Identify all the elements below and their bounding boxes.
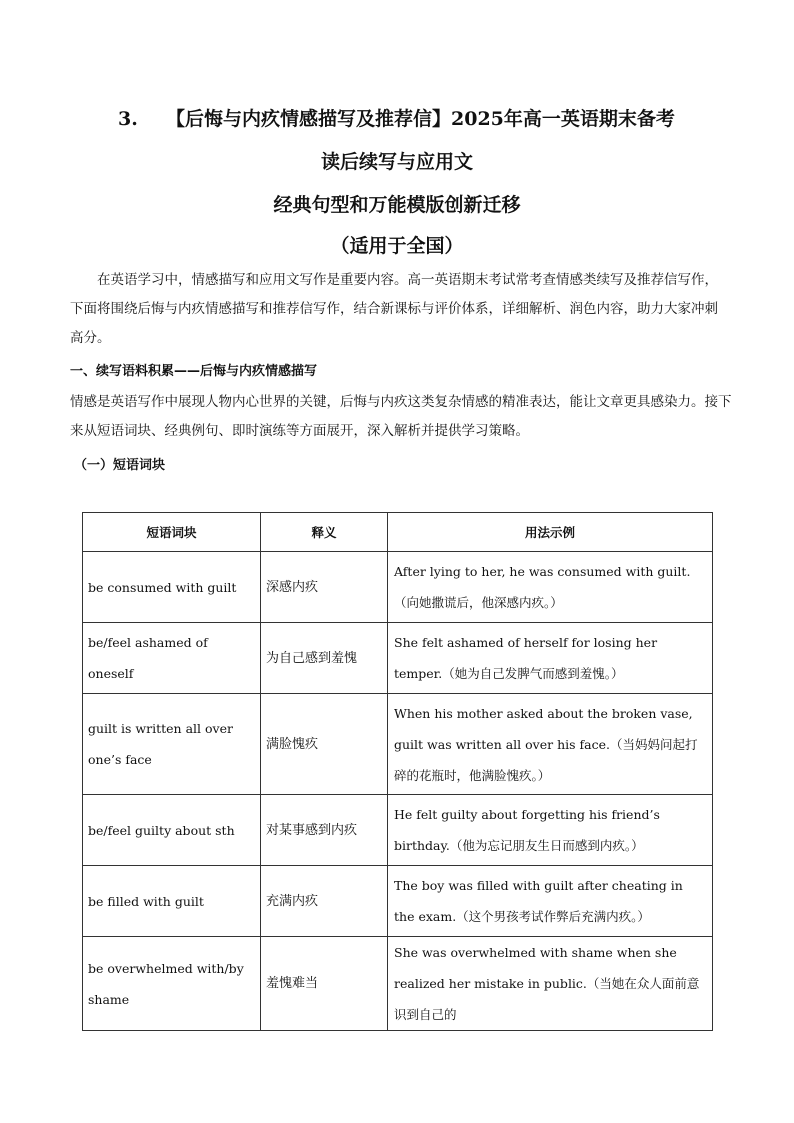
table-row xyxy=(83,795,713,866)
meaning-cell: 深感内疚 xyxy=(261,552,388,623)
phrase-cell: guilt is written all over one’s face xyxy=(83,694,261,795)
example-cell: She felt ashamed of herself for losing her temper.（她为自己发脾气而感到羞愧。） xyxy=(388,623,713,694)
section-paragraph: 情感是英语写作中展现人物内心世界的关键，后悔与内疚这类复杂情感的精准表达，能让文章更具感染力。接下来从短语词块、经典例句、即时演练等方面展开，深入解析并提供学习策略。 xyxy=(70,394,732,439)
phrase-cell: be/feel guilty about sth xyxy=(83,795,261,866)
title-number: 3. xyxy=(118,108,138,130)
column-header-phrase: 短语词块 xyxy=(83,513,261,552)
table-header-row xyxy=(83,513,713,552)
table-row xyxy=(83,937,713,1031)
table-row xyxy=(83,552,713,623)
section-heading: 一、续写语料积累——后悔与内疚情感描写 xyxy=(70,364,318,379)
phrase-cell: be consumed with guilt xyxy=(83,552,261,623)
table-row xyxy=(83,866,713,937)
meaning-cell: 对某事感到内疚 xyxy=(261,795,388,866)
column-header-meaning: 释义 xyxy=(261,513,388,552)
document-title-line-4: （适用于全国） xyxy=(330,235,464,257)
intro-paragraph: 在英语学习中，情感描写和应用文写作是重要内容。高一英语期末考试常考查情感类续写及推荐信写作，下面将围绕后悔与内疚情感描写和推荐信写作，结合新课标与评价体系，详细解析、润色内容，助力大家冲刺高分。 xyxy=(70,272,718,346)
example-cell: She was overwhelmed with shame when she realized her mistake in public.（当她在众人面前意识到自己的 xyxy=(388,937,713,1031)
example-cell: When his mother asked about the broken vase, guilt was written all over his face.（当妈妈问起打碎的花瓶时，他满脸愧疚。） xyxy=(388,694,713,795)
meaning-cell: 满脸愧疚 xyxy=(261,694,388,795)
document-title-line-2: 读后续写与应用文 xyxy=(320,151,473,173)
meaning-cell: 羞愧难当 xyxy=(261,937,388,1031)
document-title-line-1 xyxy=(118,104,738,131)
subsection-heading: （一）短语词块 xyxy=(74,458,166,473)
phrase-cell: be filled with guilt xyxy=(83,866,261,937)
phrase-cell: be overwhelmed with/by shame xyxy=(83,937,261,1031)
example-cell: The boy was filled with guilt after cheating in the exam.（这个男孩考试作弊后充满内疚。） xyxy=(388,866,713,937)
table-row xyxy=(83,694,713,795)
document-title-line-3: 经典句型和万能模版创新迁移 xyxy=(273,194,521,216)
example-cell: After lying to her, he was consumed with guilt.（向她撒谎后，他深感内疚。） xyxy=(388,552,713,623)
title-main: 【后悔与内疚情感描写及推荐信】2025年高一英语期末备考 xyxy=(166,108,675,130)
column-header-example: 用法示例 xyxy=(388,513,713,552)
phrase-cell: be/feel ashamed of oneself xyxy=(83,623,261,694)
meaning-cell: 充满内疚 xyxy=(261,866,388,937)
meaning-cell: 为自己感到羞愧 xyxy=(261,623,388,694)
table-row xyxy=(83,623,713,694)
phrase-table xyxy=(82,512,713,1031)
example-cell: He felt guilty about forgetting his friend’s birthday.（他为忘记朋友生日而感到内疚。） xyxy=(388,795,713,866)
